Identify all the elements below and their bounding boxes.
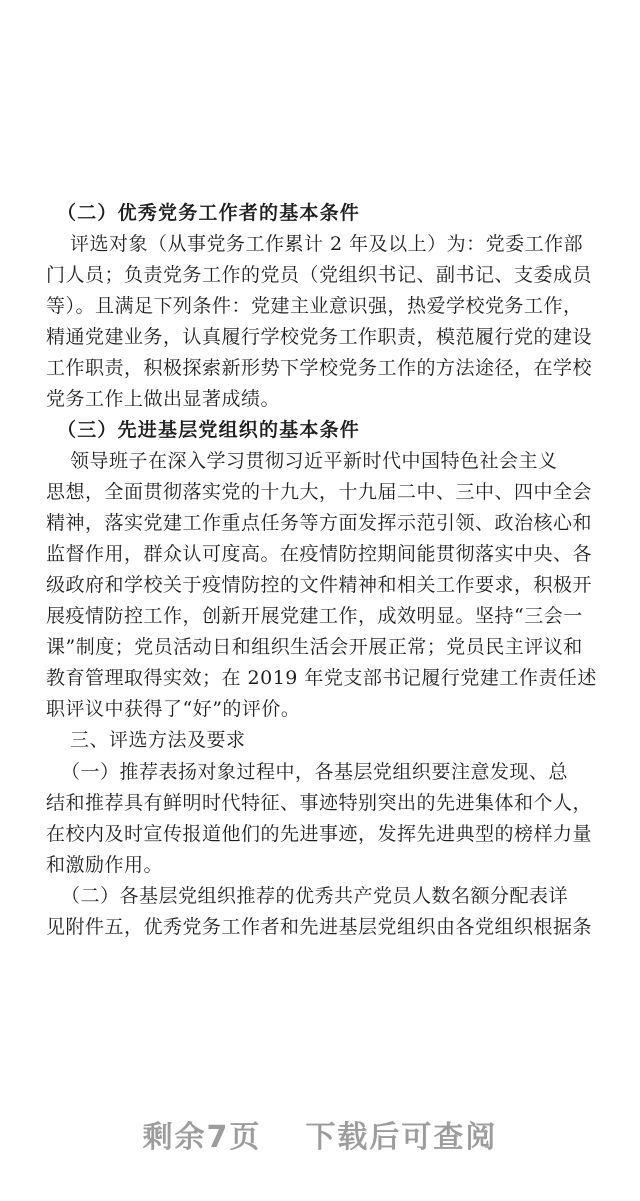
paragraph-line: 思想，全面贯彻落实党的十九大，十九届二中、三中、四中全会 (46, 481, 593, 503)
section-heading-advanced-party-organizations: （三）先进基层党组织的基本条件 (57, 419, 361, 441)
remaining-pages-label: 剩余7页 (142, 1120, 262, 1155)
paragraph-line: 见附件五，优秀党务工作者和先进基层党组织由各党组织根据条 (46, 916, 593, 938)
paragraph-line: 和激励作用。 (46, 854, 164, 876)
paragraph-line: 党务工作上做出显著成绩。 (46, 388, 281, 410)
part-title-selection-methods: 三、评选方法及要求 (70, 729, 246, 751)
download-prompt[interactable] (0, 1108, 640, 1168)
paragraph-line: 结和推荐具有鲜明时代特征、事迹特别突出的先进集体和个人， (46, 792, 593, 814)
section-heading-outstanding-party-workers: （二）优秀党务工作者的基本条件 (57, 202, 361, 224)
paragraph-line: （二）各基层党组织推荐的优秀共产党员人数名额分配表详 (61, 885, 569, 907)
paragraph-line: 门人员；负责党务工作的党员（党组织书记、副书记、支委成员 (46, 264, 593, 286)
paragraph-line: 教育管理取得实效；在 2019 年党支部书记履行党建工作责任述 (46, 667, 597, 689)
paragraph-line: 精神，落实党建工作重点任务等方面发挥示范引领、政治核心和 (46, 512, 593, 534)
paragraph-line: 课”制度；党员活动日和组织生活会开展正常；党员民主评议和 (46, 636, 583, 658)
paragraph-line: 级政府和学校关于疫情防控的文件精神和相关工作要求，积极开 (46, 574, 593, 596)
paragraph-line: 展疫情防控工作，创新开展党建工作，成效明显。坚持“三会一 (46, 605, 583, 627)
paragraph-line: 等）。且满足下列条件：党建主业意识强，热爱学校党务工作， (46, 295, 583, 317)
paragraph-line: 监督作用，群众认可度高。在疫情防控期间能贯彻落实中央、各 (46, 543, 593, 565)
paragraph-line: 领导班子在深入学习贯彻习近平新时代中国特色社会主义 (70, 450, 558, 472)
paragraph-line: 在校内及时宣传报道他们的先进事迹，发挥先进典型的榜样力量 (46, 823, 593, 845)
paragraph-line: 职评议中获得了“好”的评价。 (46, 698, 301, 720)
paragraph-line: 评选对象（从事党务工作累计 2 年及以上）为：党委工作部 (70, 233, 584, 255)
paragraph-line: （一）推荐表扬对象过程中，各基层党组织要注意发现、总 (61, 761, 569, 783)
download-hint-label[interactable]: 下载后可查阅 (305, 1120, 498, 1155)
paragraph-line: 精通党建业务，认真履行学校党务工作职责，模范履行党的建设 (46, 326, 593, 348)
paragraph-line: 工作职责，积极探索新形势下学校党务工作的方法途径，在学校 (46, 357, 593, 379)
